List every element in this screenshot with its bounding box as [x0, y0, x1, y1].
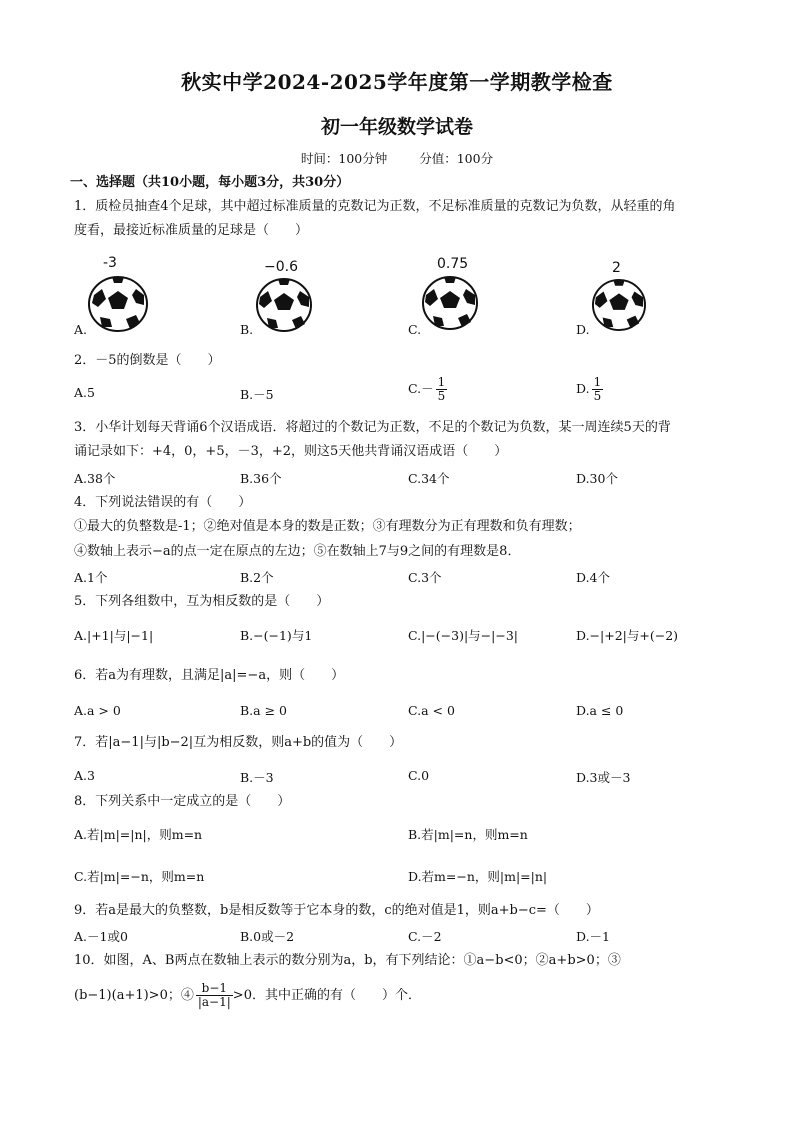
q4-option-c[interactable]: C.3个 — [408, 570, 442, 585]
ball-d-label: 2 — [612, 260, 621, 276]
section-heading: 一、选择题（共10小题，每小题3分，共30分） — [70, 175, 350, 190]
q10-stem-line1: 10．如图，A、B两点在数轴上表示的数分别为a，b，有下列结论：①a−b<0；②a+b>0；③ — [74, 953, 621, 968]
q4-stem: 4．下列说法错误的有（ ） — [74, 495, 252, 510]
q3-stem-line1: 3．小华计划每天背诵6个汉语成语．将超过的个数记为正数，不足的个数记为负数，某一周连续5天的背 — [74, 420, 671, 435]
q5-stem: 5．下列各组数中，互为相反数的是（ ） — [74, 594, 330, 609]
q5-option-d[interactable]: D.−|+2|与+(−2) — [576, 628, 679, 643]
q9-option-c[interactable]: C.－2 — [408, 929, 442, 944]
exam-title: 秋实中学2024-2025学年度第一学期教学检查 — [181, 70, 613, 94]
q6-option-b[interactable]: B.a ≥ 0 — [240, 703, 287, 718]
q3-option-d[interactable]: D.30个 — [576, 471, 618, 486]
q2-option-a[interactable]: A.5 — [74, 385, 95, 400]
q3-stem-line2: 诵记录如下：+4，0，+5，－3，+2，则这5天他共背诵汉语成语（ ） — [74, 444, 508, 459]
q8-option-b[interactable]: B.若|m|=n，则m=n — [408, 827, 528, 842]
q1-option-c[interactable]: C. — [408, 322, 422, 337]
q7-option-a[interactable]: A.3 — [74, 768, 95, 783]
ball-b-label: −0.6 — [264, 259, 298, 275]
q8-option-a[interactable]: A.若|m|=|n|，则m=n — [74, 827, 203, 842]
q7-option-d[interactable]: D.3或－3 — [576, 770, 631, 785]
q2-option-c[interactable] — [408, 376, 447, 403]
q6-option-d[interactable]: D.a ≤ 0 — [576, 703, 624, 718]
q9-option-d[interactable]: D.－1 — [576, 929, 611, 944]
fraction-numerator: b−1 — [196, 982, 233, 996]
soccer-ball-icon — [86, 275, 150, 333]
q1-stem-line1: 1．质检员抽查4个足球，其中超过标准质量的克数记为正数，不足标准质量的克数记为负数，从轻重的角 — [74, 199, 676, 214]
fraction-denominator: 5 — [437, 389, 446, 403]
q9-option-b[interactable]: B.0或－2 — [240, 929, 295, 944]
q1-option-a[interactable]: A. — [74, 322, 88, 337]
fraction-denominator: 5 — [593, 389, 602, 403]
q8-stem: 8．下列关系中一定成立的是（ ） — [74, 794, 291, 809]
soccer-ball-icon — [254, 277, 314, 333]
ball-a-label: -3 — [103, 255, 117, 271]
q9-stem: 9．若a是最大的负整数，b是相反数等于它本身的数，c的绝对值是1，则a+b−c=（ ） — [74, 903, 599, 918]
exam-time: 时间：100分钟 — [300, 151, 388, 166]
fraction-numerator: 1 — [437, 375, 446, 389]
q10-stem-line2 — [74, 982, 421, 1010]
q4-statements-line1: ①最大的负整数是-1；②绝对值是本身的数是正数；③有理数分为正有理数和负有理数； — [74, 519, 581, 534]
soccer-ball-icon — [420, 275, 480, 331]
q3-option-c[interactable]: C.34个 — [408, 471, 450, 486]
q7-option-b[interactable]: B.－3 — [240, 770, 274, 785]
q5-option-c[interactable]: C.|−(−3)|与−|−3| — [408, 628, 518, 643]
q2-option-d[interactable] — [576, 376, 603, 403]
q4-option-d[interactable]: D.4个 — [576, 570, 611, 585]
q6-option-c[interactable]: C.a < 0 — [408, 703, 455, 718]
q2-option-c-prefix: C.－ — [408, 381, 434, 396]
exam-score: 分值：100分 — [419, 151, 494, 166]
q10-line2-suffix: >0．其中正确的有（ ）个． — [232, 988, 421, 1003]
q4-option-b[interactable]: B.2个 — [240, 570, 274, 585]
q1-option-d[interactable]: D. — [576, 322, 590, 337]
ball-c-label: 0.75 — [437, 256, 469, 272]
fraction — [592, 376, 604, 403]
fraction — [196, 982, 233, 1009]
q5-option-b[interactable]: B.−(−1)与1 — [240, 628, 313, 643]
q9-option-a[interactable]: A.－1或0 — [74, 929, 128, 944]
q1-option-b[interactable]: B. — [240, 322, 254, 337]
q2-option-b[interactable]: B.－5 — [240, 387, 274, 402]
q3-option-b[interactable]: B.36个 — [240, 471, 282, 486]
q2-stem: 2．－5的倒数是（ ） — [74, 353, 221, 368]
fraction-numerator: 1 — [593, 375, 602, 389]
q5-option-a[interactable]: A.|+1|与|−1| — [74, 628, 154, 643]
q8-option-c[interactable]: C.若|m|=−n，则m=n — [74, 869, 205, 884]
q1-stem-line2: 度看，最接近标准质量的足球是（ ） — [74, 223, 309, 238]
q3-option-a[interactable]: A.38个 — [74, 471, 116, 486]
q2-option-d-prefix: D. — [576, 381, 590, 396]
q6-option-a[interactable]: A.a > 0 — [74, 703, 121, 718]
q7-option-c[interactable]: C.0 — [408, 768, 430, 783]
exam-meta — [0, 149, 794, 167]
q4-statements-line2: ④数轴上表示−a的点一定在原点的左边；⑤在数轴上7与9之间的有理数是8． — [74, 544, 521, 559]
q7-stem: 7．若|a−1|与|b−2|互为相反数，则a+b的值为（ ） — [74, 735, 403, 750]
fraction-denominator: |a−1| — [197, 995, 231, 1009]
q8-option-d[interactable]: D.若m=−n，则|m|=|n| — [408, 869, 548, 884]
q10-line2-prefix: (b−1)(a+1)>0；④ — [74, 988, 194, 1003]
fraction — [436, 376, 448, 403]
soccer-ball-icon — [590, 278, 648, 332]
exam-subtitle: 初一年级数学试卷 — [320, 116, 473, 138]
q6-stem: 6．若a为有理数，且满足|a|=−a，则（ ） — [74, 668, 345, 683]
q4-option-a[interactable]: A.1个 — [74, 570, 108, 585]
